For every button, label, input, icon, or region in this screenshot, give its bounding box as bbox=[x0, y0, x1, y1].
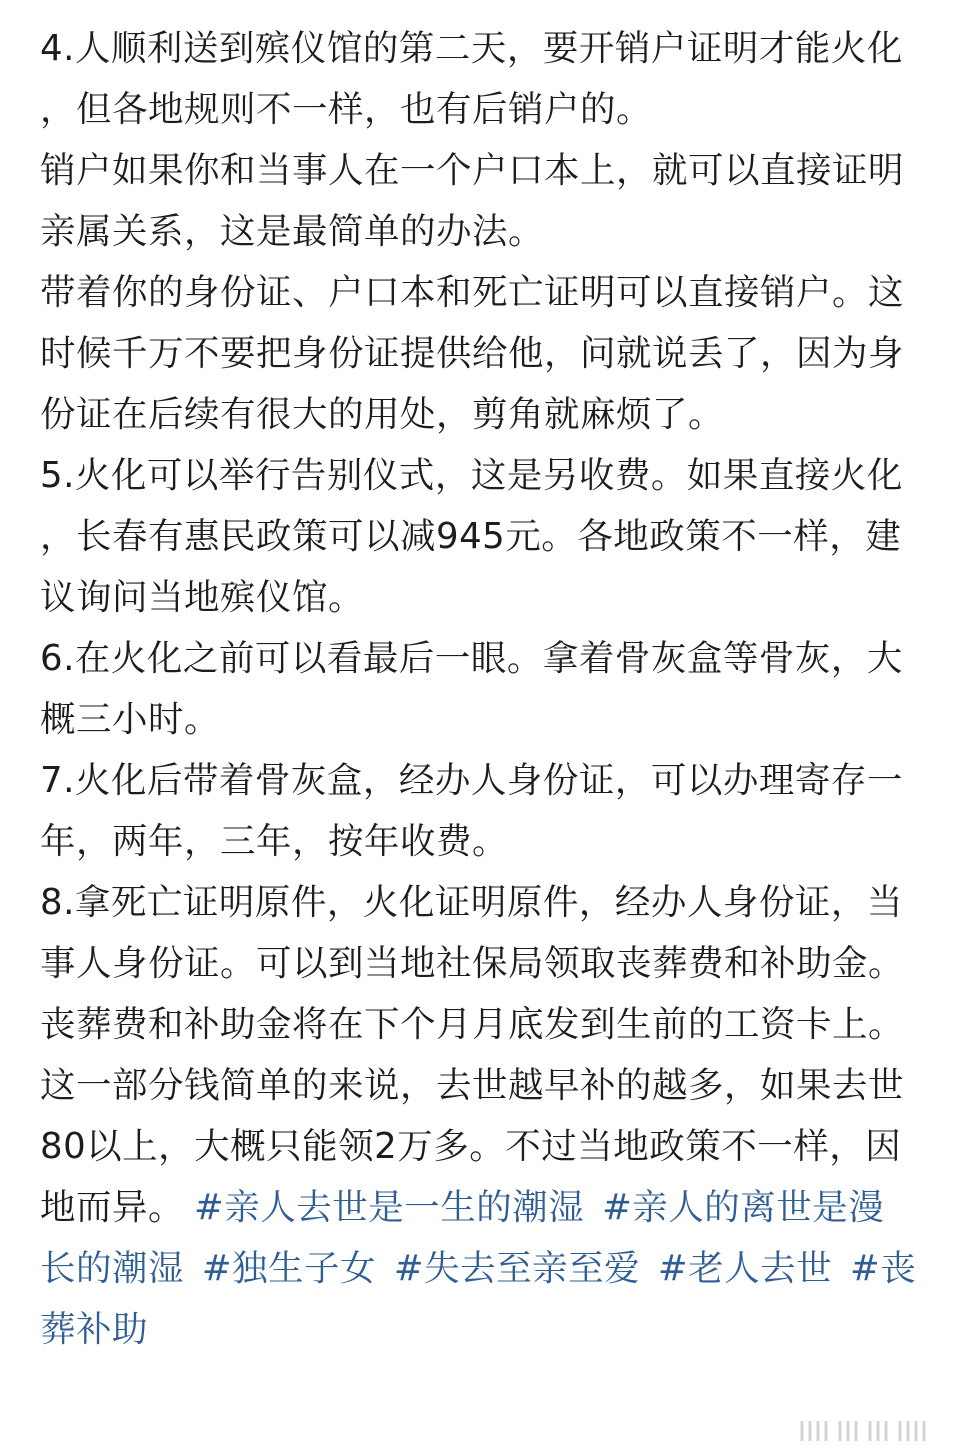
hashtag-link[interactable]: #亲人去世是一生的潮湿 bbox=[194, 1187, 585, 1228]
watermark-logo-icon bbox=[796, 1411, 946, 1449]
paragraph-step-8: 8.拿死亡证明原件，火化证明原件，经办人身份证，当事人身份证。可以到当地社保局领取丧葬费和补助金。 bbox=[40, 882, 905, 984]
hashtag-link[interactable]: #失去至亲至爱 bbox=[393, 1248, 641, 1289]
hashtag-link[interactable]: #亲人的离世是漫长的潮湿 bbox=[40, 1187, 885, 1289]
post-content bbox=[40, 18, 920, 1360]
paragraph-id-card-advice: 带着你的身份证、户口本和死亡证明可以直接销户。这时候千万不要把身份证提供给他，问就说丢了，因为身份证在后续有很大的用处，剪角就麻烦了。 bbox=[40, 272, 905, 435]
paragraph-subsidy-with-hashtags bbox=[40, 994, 920, 1360]
hashtag-link[interactable]: #丧葬补助 bbox=[40, 1248, 917, 1350]
paragraph-step-7: 7.火化后带着骨灰盒，经办人身份证，可以办理寄存一年，两年，三年，按年收费。 bbox=[40, 760, 903, 862]
paragraph-subsidy-text: 丧葬费和补助金将在下个月月底发到生前的工资卡上。这一部分钱简单的来说，去世越早补的越多，如果去世80以上，大概只能领2万多。不过当地政策不一样，因地而异。 bbox=[40, 1004, 905, 1228]
paragraph-deregistration: 销户如果你和当事人在一个户口本上，就可以直接证明亲属关系，这是最简单的办法。 bbox=[40, 150, 905, 252]
hashtag-link[interactable]: #独生子女 bbox=[201, 1248, 377, 1289]
paragraph-step-4: 4.人顺利送到殡仪馆的第二天，要开销户证明才能火化，但各地规则不一样，也有后销户的。 bbox=[40, 28, 903, 130]
paragraph-step-5: 5.火化可以举行告别仪式，这是另收费。如果直接火化，长春有惠民政策可以减945元。各地政策不一样，建议询问当地殡仪馆。 bbox=[40, 455, 903, 618]
paragraph-step-6: 6.在火化之前可以看最后一眼。拿着骨灰盒等骨灰，大概三小时。 bbox=[40, 638, 903, 740]
hashtag-link[interactable]: #老人去世 bbox=[657, 1248, 833, 1289]
